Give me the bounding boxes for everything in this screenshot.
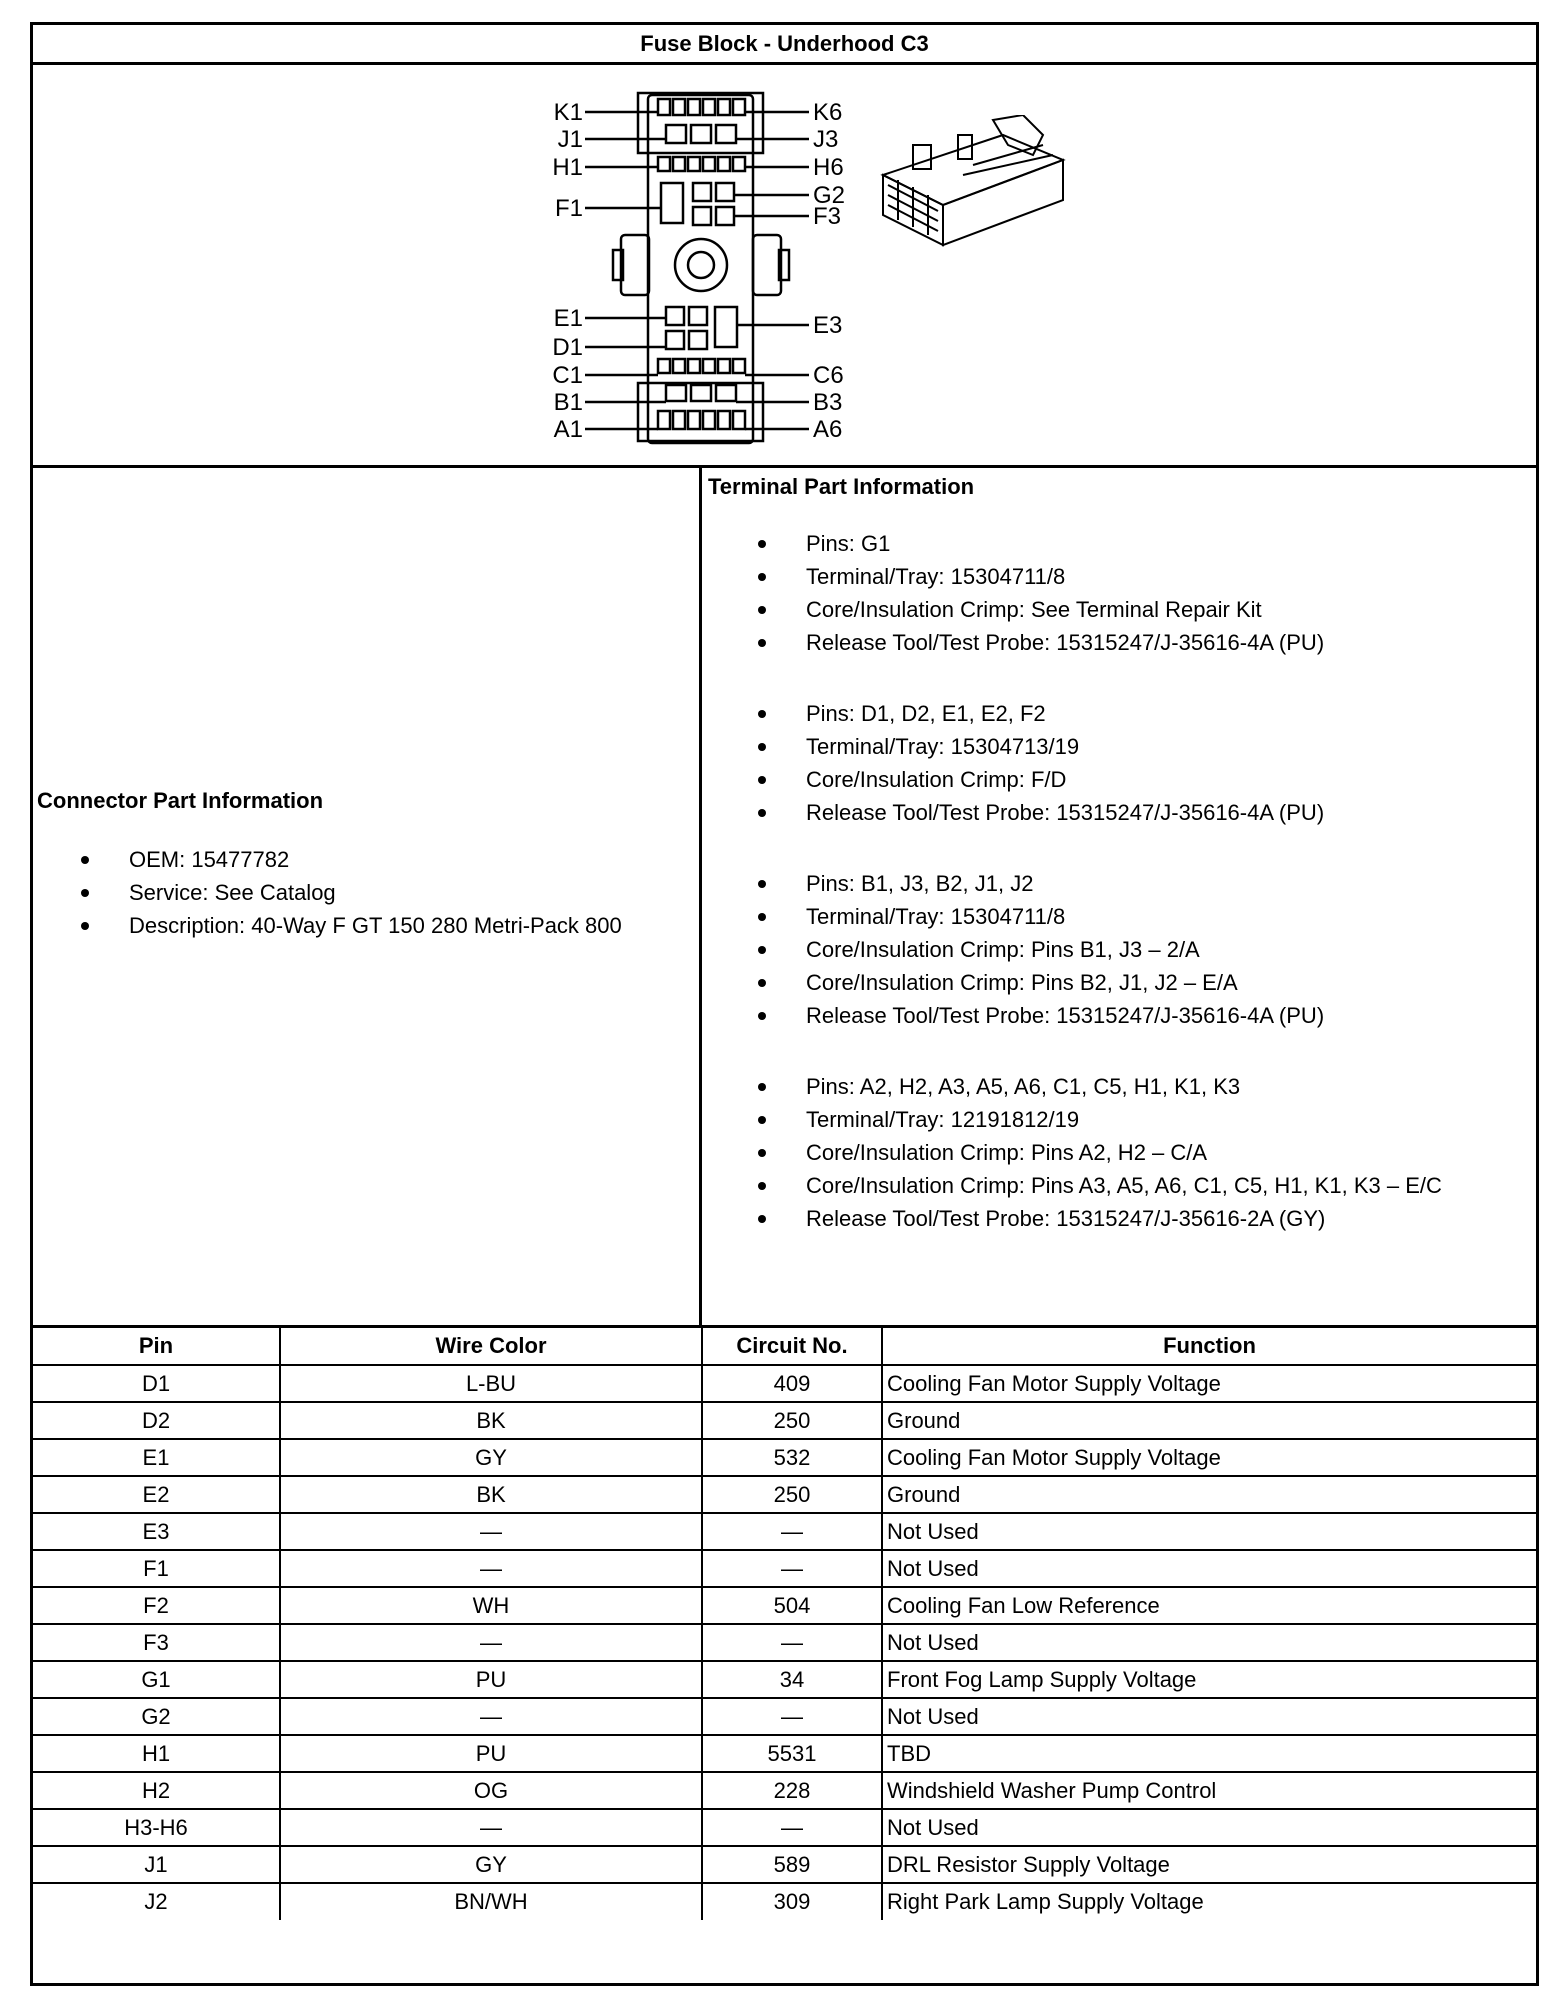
cell-pin: E3 (33, 1513, 280, 1550)
cell-pin: G2 (33, 1698, 280, 1735)
cell-function: TBD (882, 1735, 1536, 1772)
list-item: Pins: B1, J3, B2, J1, J2 (750, 870, 1510, 898)
pin-label-right: A6 (813, 416, 843, 443)
column-header-function: Function (882, 1328, 1536, 1365)
cell-wire-color: PU (280, 1735, 702, 1772)
list-item: Terminal/Tray: 15304713/19 (750, 733, 1510, 761)
table-row (33, 1661, 1536, 1698)
pin-label-left: C1 (552, 362, 583, 389)
pin-label-left: H1 (552, 154, 583, 181)
terminal-part-info (702, 468, 1536, 1325)
cell-pin: J2 (33, 1883, 280, 1920)
cell-pin: G1 (33, 1661, 280, 1698)
cell-circuit: 504 (702, 1587, 882, 1624)
table-row (33, 1402, 1536, 1439)
cell-circuit: — (702, 1698, 882, 1735)
cell-pin: F3 (33, 1624, 280, 1661)
list-item: Terminal/Tray: 15304711/8 (750, 563, 1510, 591)
cell-pin: F2 (33, 1587, 280, 1624)
cell-wire-color: — (280, 1809, 702, 1846)
connector-isometric-view-icon (873, 115, 1073, 265)
cell-circuit: 532 (702, 1439, 882, 1476)
cell-pin: H1 (33, 1735, 280, 1772)
pin-label-left: B1 (553, 389, 583, 416)
pin-label-left: E1 (553, 305, 583, 332)
cell-wire-color: GY (280, 1439, 702, 1476)
list-item: Release Tool/Test Probe: 15315247/J-35616-2A (GY) (750, 1205, 1510, 1233)
list-item: Terminal/Tray: 15304711/8 (750, 903, 1510, 931)
list-item: Release Tool/Test Probe: 15315247/J-35616-4A (PU) (750, 799, 1510, 827)
pin-label-right: J3 (813, 126, 839, 153)
cell-pin: F1 (33, 1550, 280, 1587)
cell-circuit: 228 (702, 1772, 882, 1809)
cell-circuit: 250 (702, 1476, 882, 1513)
table-row (33, 1365, 1536, 1402)
list-item: Core/Insulation Crimp: See Terminal Repair Kit (750, 596, 1510, 624)
cell-function: Ground (882, 1476, 1536, 1513)
page-title: Fuse Block - Underhood C3 (33, 25, 1536, 65)
cell-function: Not Used (882, 1698, 1536, 1735)
list-item: Pins: G1 (750, 530, 1510, 558)
cell-wire-color: BK (280, 1476, 702, 1513)
connector-part-info (33, 468, 702, 1325)
list-item: Release Tool/Test Probe: 15315247/J-35616-4A (PU) (750, 1002, 1510, 1030)
table-row (33, 1476, 1536, 1513)
cell-wire-color: PU (280, 1661, 702, 1698)
cell-pin: E2 (33, 1476, 280, 1513)
cell-circuit: 589 (702, 1846, 882, 1883)
table-row (33, 1439, 1536, 1476)
cell-pin: D2 (33, 1402, 280, 1439)
table-row (33, 1735, 1536, 1772)
cell-function: Not Used (882, 1550, 1536, 1587)
connector-part-heading: Connector Part Information (37, 788, 324, 813)
cell-wire-color: BN/WH (280, 1883, 702, 1920)
cell-pin: H3-H6 (33, 1809, 280, 1846)
list-item: Core/Insulation Crimp: Pins B2, J1, J2 – E/A (750, 969, 1510, 997)
cell-circuit: — (702, 1513, 882, 1550)
cell-function: Ground (882, 1402, 1536, 1439)
cell-wire-color: L-BU (280, 1365, 702, 1402)
pin-label-left: A1 (553, 416, 583, 443)
cell-circuit: — (702, 1809, 882, 1846)
list-item: Pins: A2, H2, A3, A5, A6, C1, C5, H1, K1, K3 (750, 1073, 1510, 1101)
cell-wire-color: GY (280, 1846, 702, 1883)
table-row (33, 1698, 1536, 1735)
list-item: Service: See Catalog (73, 879, 673, 907)
cell-circuit: 309 (702, 1883, 882, 1920)
connector-diagram-panel (33, 65, 1536, 468)
pin-label-left: J1 (557, 126, 583, 153)
pin-label-left: F1 (554, 195, 583, 222)
list-item: Core/Insulation Crimp: Pins A2, H2 – C/A (750, 1139, 1510, 1167)
cell-function: Not Used (882, 1624, 1536, 1661)
table-row (33, 1809, 1536, 1846)
cell-wire-color: — (280, 1624, 702, 1661)
cell-pin: J1 (33, 1846, 280, 1883)
pin-label-right: H6 (813, 154, 844, 181)
cell-wire-color: OG (280, 1772, 702, 1809)
pin-label-right: F3 (813, 203, 842, 230)
cell-wire-color: — (280, 1550, 702, 1587)
list-item: Core/Insulation Crimp: Pins A3, A5, A6, C1, C5, H1, K1, K3 – E/C (750, 1172, 1510, 1200)
cell-circuit: 409 (702, 1365, 882, 1402)
table-row (33, 1550, 1536, 1587)
cell-pin: E1 (33, 1439, 280, 1476)
pin-label-right: B3 (813, 389, 843, 416)
pin-label-right: C6 (813, 362, 844, 389)
cell-circuit: — (702, 1550, 882, 1587)
cell-function: Cooling Fan Low Reference (882, 1587, 1536, 1624)
cell-circuit: 250 (702, 1402, 882, 1439)
list-item: Core/Insulation Crimp: Pins B1, J3 – 2/A (750, 936, 1510, 964)
cell-function: Windshield Washer Pump Control (882, 1772, 1536, 1809)
list-item: Terminal/Tray: 12191812/19 (750, 1106, 1510, 1134)
cell-function: DRL Resistor Supply Voltage (882, 1846, 1536, 1883)
cell-function: Right Park Lamp Supply Voltage (882, 1883, 1536, 1920)
cell-function: Cooling Fan Motor Supply Voltage (882, 1365, 1536, 1402)
cell-function: Cooling Fan Motor Supply Voltage (882, 1439, 1536, 1476)
cell-wire-color: WH (280, 1587, 702, 1624)
connector-part-list (73, 846, 673, 945)
table-row (33, 1883, 1536, 1920)
table-row (33, 1772, 1536, 1809)
column-header-circuit: Circuit No. (702, 1328, 882, 1365)
table-header-row (33, 1328, 1536, 1365)
pin-label-right: G2 (813, 182, 846, 209)
part-information-panel (33, 468, 1536, 1328)
column-header-wire-color: Wire Color (280, 1328, 702, 1365)
list-item: OEM: 15477782 (73, 846, 673, 874)
cell-pin: D1 (33, 1365, 280, 1402)
cell-function: Not Used (882, 1809, 1536, 1846)
pin-label-right: E3 (813, 312, 843, 339)
table-row (33, 1513, 1536, 1550)
table-row (33, 1846, 1536, 1883)
pin-table (33, 1328, 1536, 1920)
cell-wire-color: — (280, 1513, 702, 1550)
terminal-part-list (750, 530, 1510, 1238)
column-header-pin: Pin (33, 1328, 280, 1365)
list-item: Pins: D1, D2, E1, E2, F2 (750, 700, 1510, 728)
list-item: Core/Insulation Crimp: F/D (750, 766, 1510, 794)
pin-label-left: D1 (552, 334, 583, 361)
cell-pin: H2 (33, 1772, 280, 1809)
list-item: Description: 40-Way F GT 150 280 Metri-Pack 800 (73, 912, 629, 940)
list-item: Release Tool/Test Probe: 15315247/J-35616-4A (PU) (750, 629, 1510, 657)
connector-face-view-icon (533, 65, 893, 465)
terminal-part-heading: Terminal Part Information (708, 474, 975, 499)
cell-function: Not Used (882, 1513, 1536, 1550)
cell-function: Front Fog Lamp Supply Voltage (882, 1661, 1536, 1698)
cell-wire-color: — (280, 1698, 702, 1735)
cell-wire-color: BK (280, 1402, 702, 1439)
pin-label-left: K1 (553, 99, 583, 126)
cell-circuit: 5531 (702, 1735, 882, 1772)
cell-circuit: — (702, 1624, 882, 1661)
cell-circuit: 34 (702, 1661, 882, 1698)
connector-sheet (30, 22, 1539, 1986)
table-row (33, 1587, 1536, 1624)
pin-label-right: K6 (813, 99, 843, 126)
table-row (33, 1624, 1536, 1661)
